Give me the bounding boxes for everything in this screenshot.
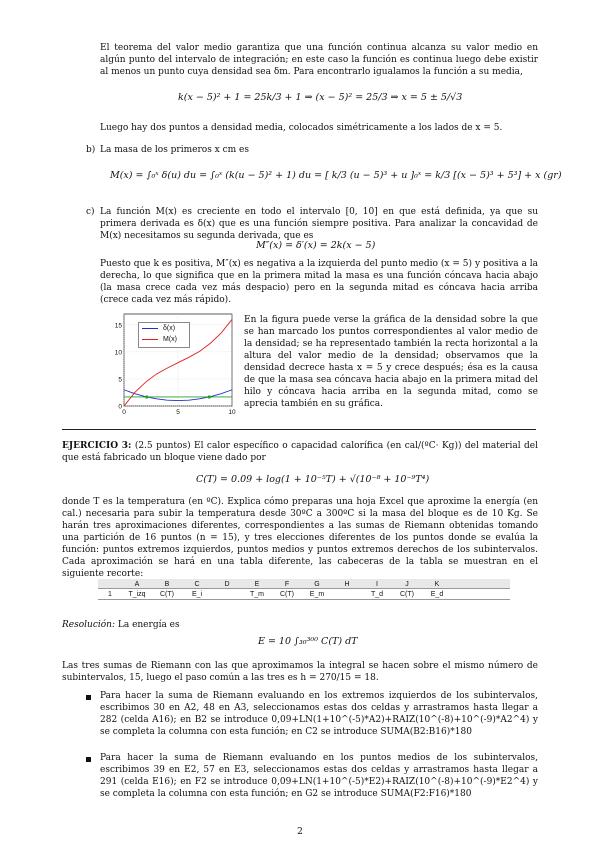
cell-a1: T_izq xyxy=(128,591,146,598)
col-header-g: G xyxy=(314,581,320,588)
item-c-text: La función M(x) es creciente en todo el intervalo [0, 10] en que está definida, ya que su primera derivada es δ(x) que es una función siempre positiva. Para analizar la concavidad de M(x) necesitamos su segunda derivada, que es xyxy=(100,207,538,241)
cell-k1: E_d xyxy=(430,591,444,598)
page-number: 2 xyxy=(297,827,303,837)
legend-mass-label: M(x) xyxy=(163,336,177,343)
col-header-k: K xyxy=(434,581,440,588)
spreadsheet-header-clip xyxy=(98,579,510,601)
cell-j1: C(T) xyxy=(400,591,414,598)
col-header-j: J xyxy=(405,581,409,588)
mean-points-conclusion: Luego hay dos puntos a densidad media, colocados simétricamente a los lados de x = 5. xyxy=(100,123,503,133)
equation-second-derivative: M″(x) = δ′(x) = 2k(x − 5) xyxy=(256,240,376,251)
bullet-marker-1 xyxy=(86,695,91,700)
legend-delta-swatch xyxy=(142,328,158,329)
bullet-left-endpoints: Para hacer la suma de Riemann evaluando en los extremos izquierdos de los subintervalos, escribimos 30 en A2, 48 en A3, seleccionamos estas dos celdas y arrastramos hasta llegar a 282 (celda A16); en B2 se introduce 0,09+LN(1+10^(-5)*A2)+RAIZ(10^(-8)+10^(-9)*A2^4) y se completa la columna con esta función; en C2 se introduce SUMA(B2:B16)*180 xyxy=(100,691,538,737)
riemann-step-text: Las tres sumas de Riemann con las que aproximamos la integral se hacen sobre el mismo número de subintervalos, 15, luego el paso común a las tres es h = 270/15 = 18. xyxy=(62,661,538,683)
chart-legend xyxy=(138,322,190,348)
legend-mass-swatch xyxy=(142,339,158,340)
equation-mean-points: k(x − 5)² + 1 = 25k/3 + 1 ⇒ (x − 5)² = 25/3 ⇒ x = 5 ± 5/√3 xyxy=(178,92,463,103)
item-b-label: b) xyxy=(86,145,96,155)
col-header-c: C xyxy=(194,581,200,588)
col-header-a: A xyxy=(134,581,140,588)
exercise-instructions: donde T es la temperatura (en ºC). Explica cómo preparas una hoja Excel que aproxime la energía (en cal.) necesaria para subir la temperatura desde 30ºC a 300ºC si la masa del bloque es de 10 Kg. Se harán tres aproximaciones diferentes, correspondientes a las sumas de Riemann obtenidas tomando una partición de 16 puntos (n = 15), y tres elecciones diferentes de los puntos donde se evalúa la función: puntos extremos izquierdos, puntos medios y puntos extremos derechos de los subintervalos. Cada aproximación se hará en una tabla diferente, las cabeceras de la tabla se muestran en el siguiente recorte: xyxy=(62,497,538,579)
equation-mass: M(x) = ∫₀ˣ δ(u) du = ∫₀ˣ (k(u − 5)² + 1) du = [ k/3 (u − 5)³ + u ]₀ˣ = k/3 [(x − 5)³ + 5³] + x (gr) xyxy=(110,170,562,181)
spreadsheet-row-1 xyxy=(98,589,510,600)
exercise-text: (2.5 puntos) El calor específico o capacidad calorífica (en cal/(ºC· Kg)) del material del que está fabricado un bloque viene dado por xyxy=(62,441,538,463)
cell-c1: E_i xyxy=(191,591,203,598)
cell-g1: E_m xyxy=(309,591,325,598)
col-header-e: E xyxy=(254,581,260,588)
y-tick-label-2: 10 xyxy=(114,349,122,357)
y-tick-label-3: 15 xyxy=(114,322,122,330)
figure-description: En la figura puede verse la gráfica de la densidad sobre la que se han marcado los puntos correspondientes al valor medio de la densidad; se ha representado también la recta horizontal a la altura del valor medio de la densidad; observamos que la densidad decrece hasta x = 5 y crece después; ésa es la causa de que la masa sea cóncava hacia abajo en la primera mitad del hilo y cóncava hacia arriba en la segunda mitad, como se aprecia también en su gráfica. xyxy=(244,315,538,409)
col-header-d: D xyxy=(224,581,230,588)
cell-i1: T_d xyxy=(370,591,384,598)
col-header-f: F xyxy=(284,581,290,588)
item-b-text: La masa de los primeros x cm es xyxy=(100,145,249,155)
intro-paragraph: El teorema del valor medio garantiza que una función continua alcanza su valor medio en algún punto del intervalo de integración; en este caso la función es continua luego debe existir al menos un punto cuya densidad sea δm. Para encontrarlo igualamos la función a su media, xyxy=(100,43,538,77)
col-header-i: I xyxy=(376,581,378,588)
exercise-title: EJERCICIO 3: xyxy=(62,441,132,451)
cell-f1: C(T) xyxy=(280,591,294,598)
exercise-statement xyxy=(62,440,538,464)
spreadsheet-column-headers xyxy=(98,579,510,589)
x-tick-label-2: 10 xyxy=(228,409,236,416)
col-header-b: B xyxy=(164,581,170,588)
equation-energy: E = 10 ∫₃₀³⁰⁰ C(T) dT xyxy=(258,636,358,647)
bullet-marker-2 xyxy=(86,757,91,762)
resolution-intro xyxy=(62,619,180,631)
bullet-midpoints: Para hacer la suma de Riemann evaluando en los puntos medios de los subintervalos, escribimos 39 en E2, 57 en E3, seleccionamos estas dos celdas y arrastramos hasta llegar a 291 (celda E16); en F2 se introduce 0,09+LN(1+10^(-5)*E2)+RAIZ(10^(-8)+10^(-9)*E2^4) y se completa la columna con esta función; en G2 se introduce SUMA(F2:F16)*180 xyxy=(100,753,538,799)
equation-heat-capacity: C(T) = 0.09 + log(1 + 10⁻⁵T) + √(10⁻⁸ + 10⁻⁹T⁴) xyxy=(196,474,430,485)
resolution-label: Resolución: xyxy=(62,620,115,630)
legend-delta-label: δ(x) xyxy=(163,325,176,332)
mean-density-point-1 xyxy=(208,395,211,398)
item-c-label: c) xyxy=(86,207,95,217)
x-tick-label-0: 0 xyxy=(122,409,126,416)
y-tick-label-1: 5 xyxy=(118,376,122,384)
x-tick-label-1: 5 xyxy=(176,409,180,416)
section-divider xyxy=(62,429,536,430)
mean-density-point-0 xyxy=(145,395,148,398)
y-tick-label-0: 0 xyxy=(118,403,122,411)
col-header-h: H xyxy=(344,581,350,588)
item-c-analysis: Puesto que k es positiva, M″(x) es negativa a la izquierda del punto medio (x = 5) y positiva a la derecha, lo que significa que en la primera mitad la masa es una función cóncava hacia abajo (la masa crece cada vez más despacio) pero en la segunda mitad es cóncava hacia arriba (crece cada vez más rápido). xyxy=(100,259,538,305)
cell-b1: C(T) xyxy=(160,591,174,598)
cell-e1: T_m xyxy=(250,591,264,598)
row-number: 1 xyxy=(108,591,112,598)
resolution-text: La energía es xyxy=(117,620,180,630)
